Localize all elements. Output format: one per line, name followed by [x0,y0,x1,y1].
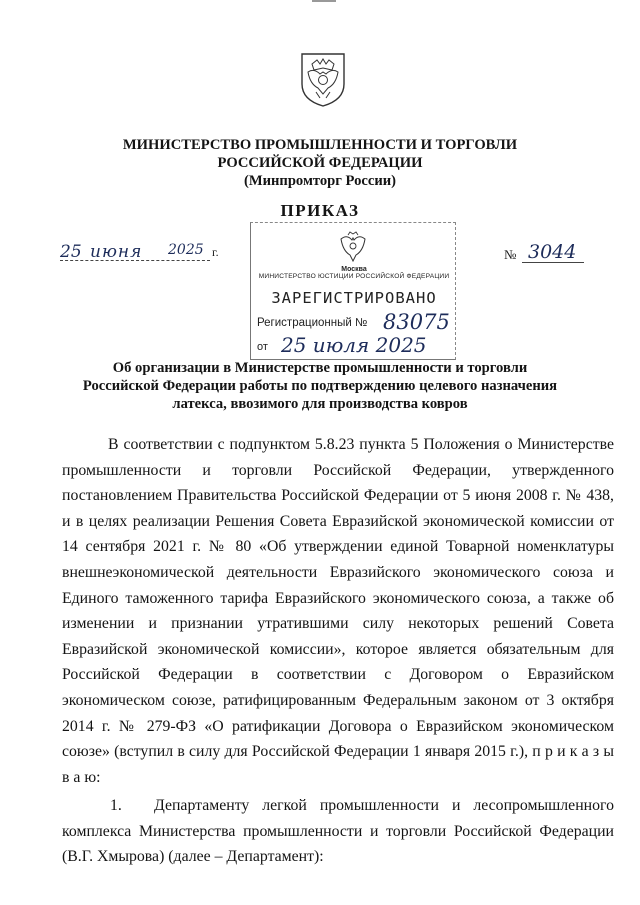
stamp-registration-number: 83075 [383,310,450,334]
coat-of-arms-icon [335,231,371,265]
stamp-registered-title: ЗАРЕГИСТРИРОВАНО [271,289,437,307]
order-date-year: 2025 [168,242,204,258]
order-subject [60,359,580,413]
stamp-from-date: 25 июля 2025 [281,333,427,357]
order-item-1-text: Департаменту легкой промышленности и лесопромышленного комплекса Министерства промышленности и торговли Российской Федерации (В.Г. Хмырова) (далее – Департамент): [62,797,614,866]
order-date-year-suffix: г. [212,245,219,259]
order-number-value: 3044 [528,241,577,263]
order-date-month: июня [90,242,143,262]
stamp-ministry: МИНИСТЕРСТВО ЮСТИЦИИ РОССИЙСКОЙ ФЕДЕРАЦИИ [258,273,450,280]
page-top-mark [312,0,336,2]
registration-stamp [250,222,456,360]
preamble-paragraph: В соответствии с подпунктом 5.8.23 пункта 5 Положения о Министерстве промышленности и торговли Российской Федерации, утвержденного постановлением Правительства Российской Федерации от 5 июня 2008 г. № 438, и в целях реализации Решения Совета Евразийской экономической комиссии от 14 сентября 2021 г. № 80 «Об утверждении единой Товарной номенклатуры внешнеэкономической деятельности Евразийского экономического союза и Единого таможенного тарифа Евразийского экономического союза, а также об изменении и признании утратившими силу некоторых решений Совета Евразийской экономической комиссии», которое является обязательным для Российской Федерации в соответствии с Договором о Евразийском экономическом союзе, ратифицированным Федеральным законом от 3 октября 2014 г. № 279-ФЗ «О ратификации Договора о Евразийском экономическом союзе» (вступил в силу для Российской Федерации 1 января 2015 г.), п р и к а з ы в а ю: [62,436,614,786]
number-underline [522,262,584,263]
order-subject-line2: Российской Федерации работы по подтверждению целевого назначения [82,378,558,394]
order-date-day: 25 [60,242,82,262]
order-item-1-number: 1. [110,797,122,814]
coat-of-arms-icon [296,48,350,108]
order-number-label: № [504,247,517,262]
order-number [504,243,582,265]
ministry-name-line1: МИНИСТЕРСТВО ПРОМЫШЛЕННОСТИ И ТОРГОВЛИ [122,137,518,153]
document-type-title: ПРИКАЗ [280,201,360,220]
stamp-from-label: от [257,341,268,353]
order-date [60,242,225,264]
stamp-registration-label: Регистрационный № [257,317,368,329]
order-subject-line3: латекса, ввозимого для производства ковров [172,396,468,412]
ministry-short-name: (Минпромторг России) [243,173,397,189]
order-subject-line1: Об организации в Министерстве промышленности и торговли [112,360,528,376]
date-underline [60,260,210,261]
stamp-city: Москва [341,266,367,273]
ministry-name-line2: РОССИЙСКОЙ ФЕДЕРАЦИИ [217,155,423,171]
order-item-1 [62,793,614,870]
